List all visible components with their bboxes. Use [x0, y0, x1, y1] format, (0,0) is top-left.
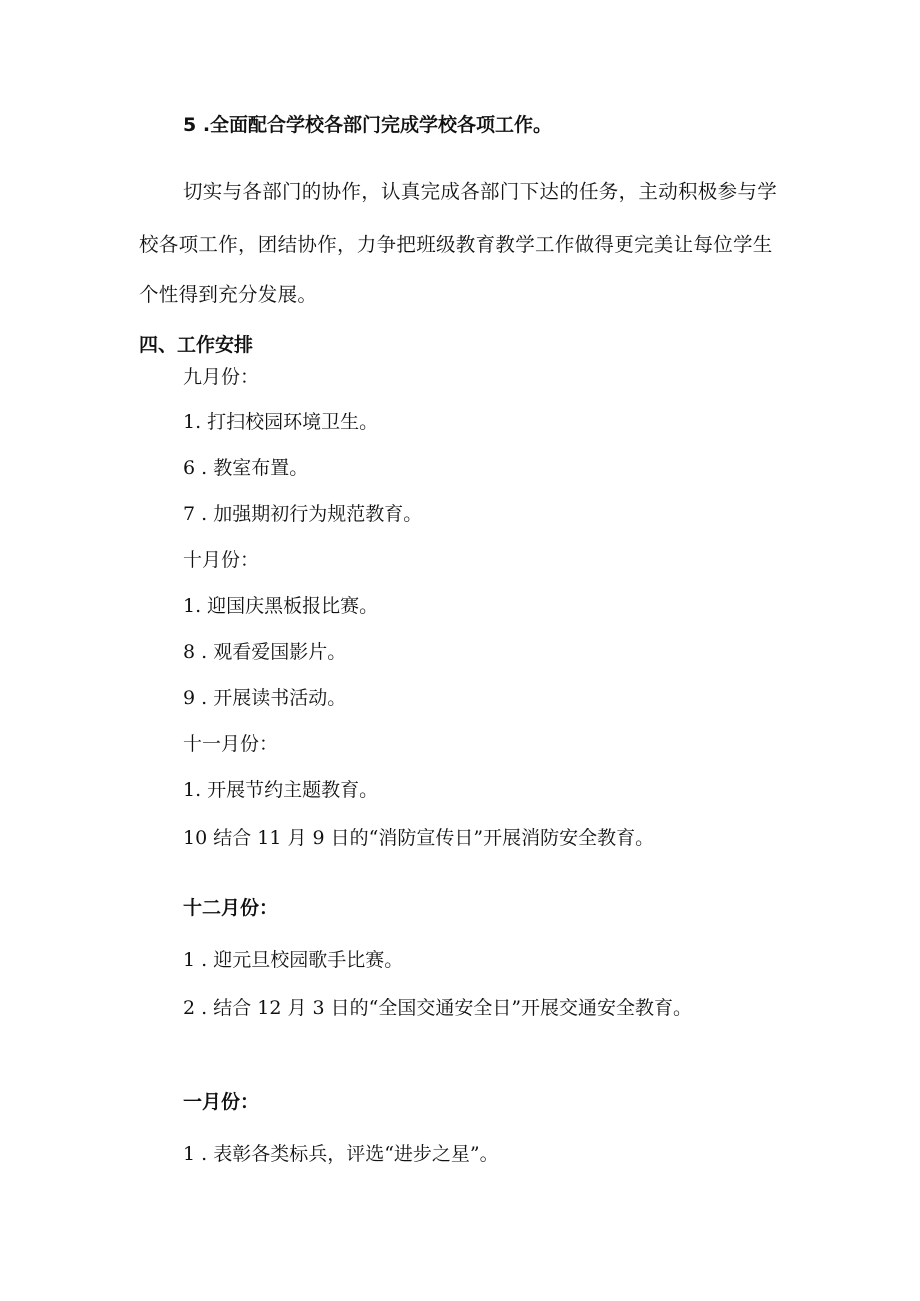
month-label-december: 十二月份：	[183, 897, 279, 919]
list-item: 6 . 教室布置。	[183, 457, 309, 479]
list-item: 8 . 观看爱国影片。	[183, 641, 347, 663]
month-label-january: 一月份：	[183, 1091, 260, 1113]
section-5-paragraph-line-1: 切实与各部门的协作，认真完成各部门下达的任务，主动积极参与学	[183, 180, 778, 203]
list-item: 7 . 加强期初行为规范教育。	[183, 503, 423, 525]
list-item: 1 . 迎元旦校园歌手比赛。	[183, 949, 404, 971]
month-label-september: 九月份：	[183, 366, 260, 388]
section-5-heading: 5 .全面配合学校各部门完成学校各项工作。	[183, 114, 553, 136]
list-item: 1 . 表彰各类标兵，评选“进步之星”。	[183, 1143, 499, 1165]
list-item: 1. 开展节约主题教育。	[183, 779, 379, 801]
section-4-heading: 四、工作安排	[139, 334, 254, 356]
list-item: 1. 打扫校园环境卫生。	[183, 411, 379, 433]
section-5-paragraph-line-3: 个性得到充分发展。	[139, 283, 318, 306]
list-item: 10 结合 11 月 9 日的“消防宣传日”开展消防安全教育。	[183, 827, 655, 849]
list-item: 1. 迎国庆黑板报比赛。	[183, 595, 379, 617]
month-label-november: 十一月份：	[183, 733, 279, 755]
month-label-october: 十月份：	[183, 549, 260, 571]
list-item: 2 . 结合 12 月 3 日的“全国交通安全日”开展交通安全教育。	[183, 997, 693, 1019]
list-item: 9 . 开展读书活动。	[183, 687, 347, 709]
section-5-paragraph-line-2: 校各项工作，团结协作，力争把班级教育教学工作做得更完美让每位学生	[139, 233, 773, 256]
